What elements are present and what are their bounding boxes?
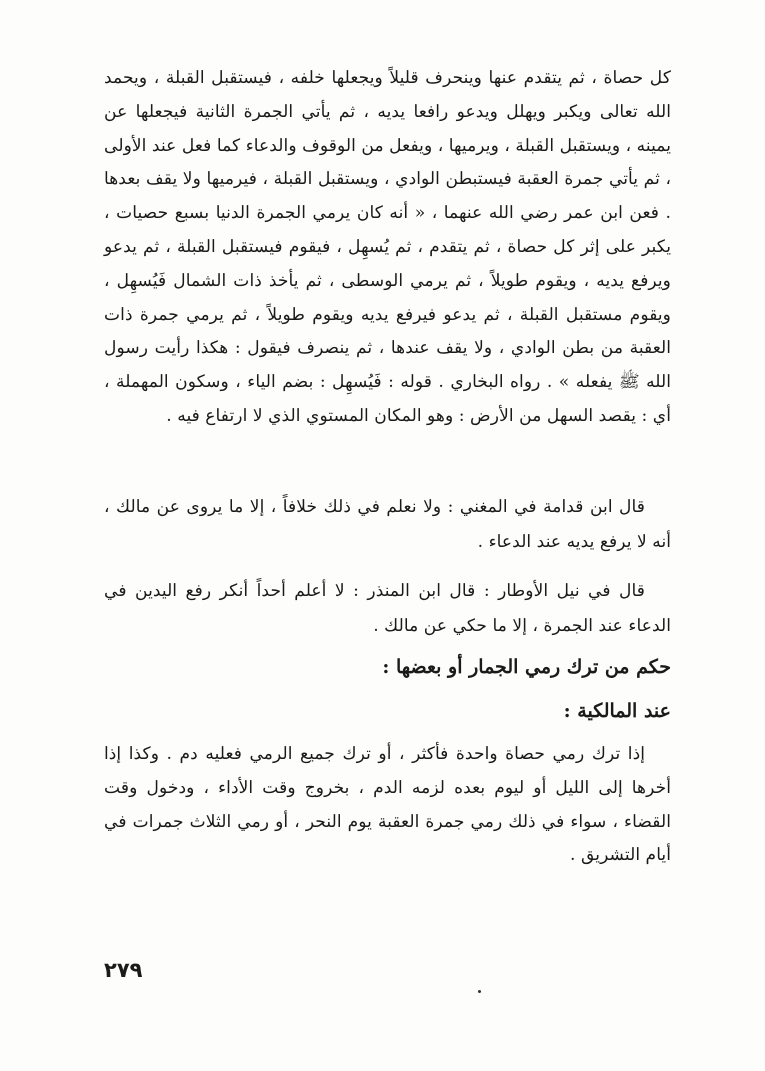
body-paragraph-ibn-qudama: قال ابن قدامة في المغني : ولا نعلم في ذلك خلافاً ، إلا ما يروى عن مالك ، أنه لا يرفع يديه عند الدعاء . (104, 497, 671, 552)
body-paragraph-maliki-ruling: إذا ترك رمي حصاة واحدة فأكثر ، أو ترك جميع الرمي فعليه دم . وكذا إذا أخرها إلى الليل أو ليوم بعده لزمه الدم ، بخروج وقت الأداء ، ودخول وقت القضاء ، سواء في ذلك رمي جمرة العقبة يوم النحر ، أو رمي الثلاث جمرات في أيام التشريق . (104, 744, 671, 866)
print-speck (478, 990, 481, 993)
section-heading: حكم من ترك رمي الجمار أو بعضها : (382, 656, 671, 678)
page-number: ٢٧٩ (104, 958, 143, 982)
subsection-heading-malikis: عند المالكية : (563, 700, 671, 722)
body-paragraph-stoning-description: كل حصاة ، ثم يتقدم عنها وينحرف قليلاً ويجعلها خلفه ، فيستقبل القبلة ، ويحمد الله تعالى ويكبر ويهلل ويدعو رافعا يديه ، ثم يأتي الجمرة الثانية فيجعلها عن يمينه ، ويستقبل القبلة ، ويرميها ، ويفعل من الوقوف والدعاء كما فعل عند الأولى ، ثم يأتي جمرة العقبة فيستبطن الوادي ، ويستقبل القبلة ، فيرميها ولا يقف بعدها . فعن ابن عمر رضي الله عنهما ، « أنه كان يرمي الجمرة الدنيا بسبع حصيات ، يكبر على إثر كل حصاة ، ثم يتقدم ، ثم يُسهِل ، فيقوم فيستقبل القبلة ، ثم يدعو ويرفع يديه ، ويقوم طويلاً ، ثم يرمي الوسطى ، ثم يأخذ ذات الشمال فَيُسهِل ، ويقوم مستقبل القبلة ، ثم يدعو فيرفع يديه ويقوم طويلاً ، ثم يرمي جمرة ذات العقبة من بطن الوادي ، ولا يقف عندها ، ثم ينصرف فيقول : هكذا رأيت رسول الله ﷺ يفعله » . رواه البخاري . قوله : فَيُسهِل : بضم الياء ، وسكون المهملة ، أي : يقصد السهل من الأرض : وهو المكان المستوي الذي لا ارتفاع فيه . (104, 68, 671, 426)
body-paragraph-nayl-al-awtar: قال في نيل الأوطار : قال ابن المنذر : لا أعلم أحداً أنكر رفع اليدين في الدعاء عند الجمرة ، إلا ما حكي عن مالك . (104, 581, 671, 636)
